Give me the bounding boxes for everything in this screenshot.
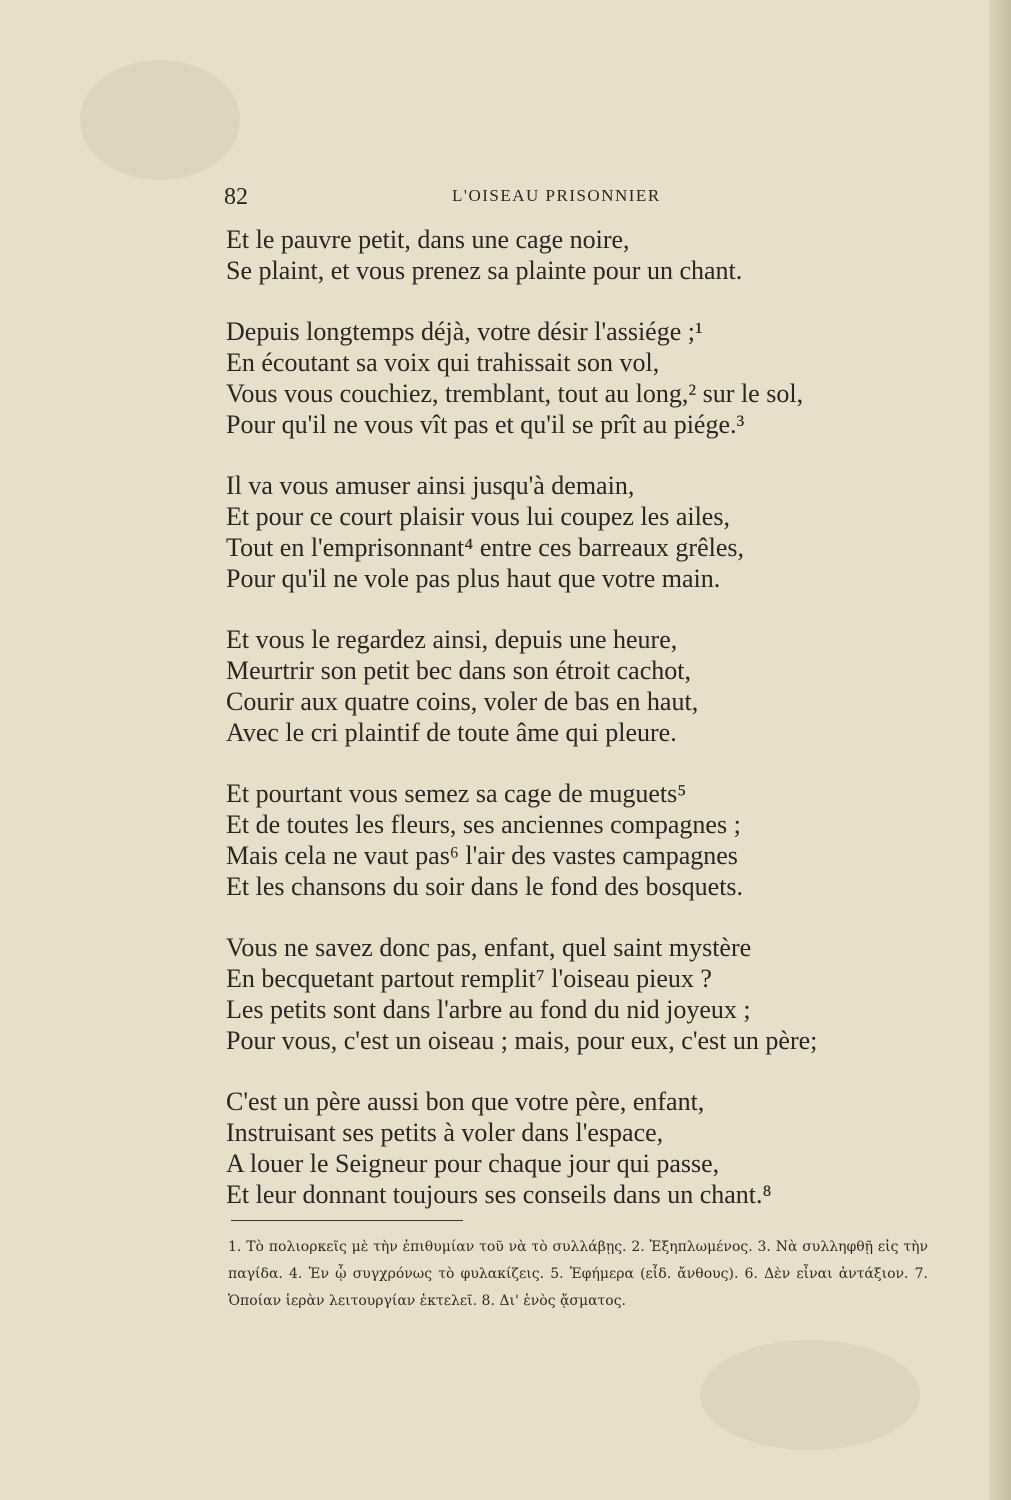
verse-line: Instruisant ses petits à voler dans l'espace, xyxy=(226,1118,664,1147)
verse-line: Et pour ce court plaisir vous lui coupez les ailes, xyxy=(226,502,730,531)
paper-stain xyxy=(700,1340,920,1450)
page-number: 82 xyxy=(224,184,248,210)
verse-line: Pour qu'il ne vous vît pas et qu'il se prît au piége.³ xyxy=(226,410,745,439)
stanza xyxy=(226,224,946,286)
verse-line: Pour qu'il ne vole pas plus haut que votre main. xyxy=(226,564,721,593)
verse-line: Et vous le regardez ainsi, depuis une heure, xyxy=(226,625,678,654)
paper-stain xyxy=(80,60,240,180)
verse-line: Se plaint, et vous prenez sa plainte pour un chant. xyxy=(226,256,743,285)
verse-line: C'est un père aussi bon que votre père, enfant, xyxy=(226,1087,705,1116)
verse-line: Courir aux quatre coins, voler de bas en haut, xyxy=(226,687,699,716)
poem-body xyxy=(226,224,946,1240)
verse-line: Les petits sont dans l'arbre au fond du nid joyeux ; xyxy=(226,995,751,1024)
stanza xyxy=(226,316,946,440)
verse-line: En écoutant sa voix qui trahissait son vol, xyxy=(226,348,660,377)
verse-line: Et les chansons du soir dans le fond des bosquets. xyxy=(226,872,744,901)
verse-line: Et de toutes les fleurs, ses anciennes compagnes ; xyxy=(226,810,741,839)
footnotes: 1. Τὸ πολιορκεῖς μὲ τὴν ἐπιθυμίαν τοῦ νὰ τὸ συλλάβῃς. 2. Ἐξηπλωμένος. 3. Νὰ συλληφθῇ εἰς τὴν παγίδα. 4. Ἐν ᾧ συγχρόνως τὸ φυλακίζεις. 5. Ἐφήμερα (εἶδ. ἄνθους). 6. Δὲν εἶναι ἀντάξιον. 7. Ὁποίαν ἱερὰν λειτουργίαν ἐκτελεῖ. 8. Δι' ἑνὸς ᾄσματος. xyxy=(228,1239,928,1309)
verse-line: Depuis longtemps déjà, votre désir l'assiége ;¹ xyxy=(226,317,703,346)
verse-line: Pour vous, c'est un oiseau ; mais, pour eux, c'est un père; xyxy=(226,1026,818,1055)
verse-line: A louer le Seigneur pour chaque jour qui passe, xyxy=(226,1149,720,1178)
verse-line: Et leur donnant toujours ses conseils dans un chant.⁸ xyxy=(226,1180,772,1209)
verse-line: Et pourtant vous semez sa cage de muguets⁵ xyxy=(226,779,687,808)
running-title: L'OISEAU PRISONNIER xyxy=(452,186,661,205)
stanza xyxy=(226,1086,946,1210)
stanza xyxy=(226,932,946,1056)
verse-line: En becquetant partout remplit⁷ l'oiseau pieux ? xyxy=(226,964,712,993)
verse-line: Mais cela ne vaut pas⁶ l'air des vastes campagnes xyxy=(226,841,738,870)
stanza xyxy=(226,778,946,902)
verse-line: Avec le cri plaintif de toute âme qui pleure. xyxy=(226,718,677,747)
stanza xyxy=(226,470,946,594)
page-edge xyxy=(989,0,1011,1500)
verse-line: Meurtrir son petit bec dans son étroit cachot, xyxy=(226,656,691,685)
verse-line: Et le pauvre petit, dans une cage noire, xyxy=(226,225,630,254)
stanza xyxy=(226,624,946,748)
verse-line: Il va vous amuser ainsi jusqu'à demain, xyxy=(226,471,635,500)
verse-line: Tout en l'emprisonnant⁴ entre ces barreaux grêles, xyxy=(226,533,745,562)
verse-line: Vous vous couchiez, tremblant, tout au long,² sur le sol, xyxy=(226,379,804,408)
footnote-divider xyxy=(231,1220,463,1221)
verse-line: Vous ne savez donc pas, enfant, quel saint mystère xyxy=(226,933,752,962)
